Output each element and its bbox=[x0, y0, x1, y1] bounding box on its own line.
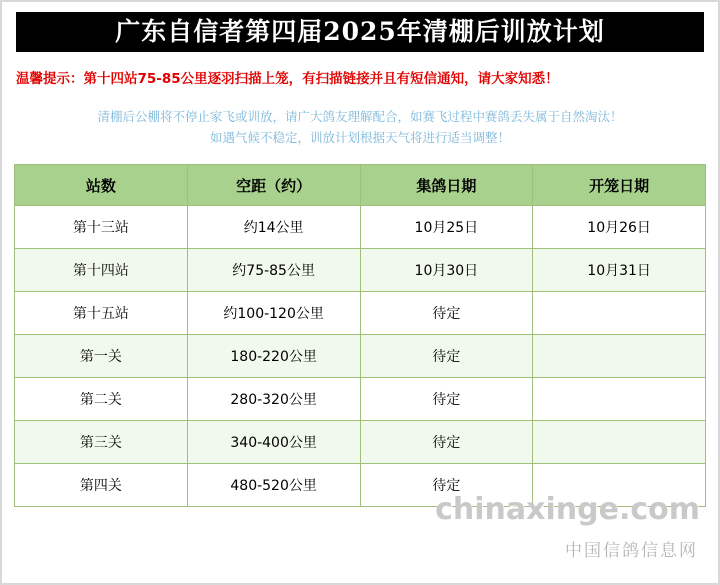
table-header bbox=[15, 165, 706, 206]
notice-text: 第十四站75-85公里逐羽扫描上笼，有扫描链接并且有短信通知，请大家知悉！ bbox=[83, 71, 559, 87]
cell-release-date: 10月31日 bbox=[533, 249, 706, 292]
column-header-release-date: 开笼日期 bbox=[533, 165, 706, 206]
cell-distance: 约100-120公里 bbox=[187, 292, 360, 335]
table-row bbox=[15, 378, 706, 421]
notice-line bbox=[16, 70, 704, 88]
cell-collect-date: 10月25日 bbox=[360, 206, 533, 249]
cell-distance: 约75-85公里 bbox=[187, 249, 360, 292]
page-title: 广东自信者第四届2025年清棚后训放计划 bbox=[16, 12, 704, 52]
cell-collect-date: 待定 bbox=[360, 421, 533, 464]
column-header-station: 站数 bbox=[15, 165, 188, 206]
watermark-site: chinaxinge.com bbox=[435, 492, 700, 527]
cell-release-date bbox=[533, 378, 706, 421]
cell-collect-date: 10月30日 bbox=[360, 249, 533, 292]
subnotice-line-1: 清棚后公棚将不停止家飞或训放，请广大鸽友理解配合，如赛飞过程中赛鸽丢失属于自然淘汰！ bbox=[97, 109, 623, 124]
column-header-collect-date: 集鸽日期 bbox=[360, 165, 533, 206]
cell-release-date: 10月26日 bbox=[533, 206, 706, 249]
cell-station: 第一关 bbox=[15, 335, 188, 378]
cell-collect-date: 待定 bbox=[360, 464, 533, 507]
cell-station: 第三关 bbox=[15, 421, 188, 464]
cell-collect-date: 待定 bbox=[360, 335, 533, 378]
watermark-site-cn: 中国信鸽信息网 bbox=[565, 541, 698, 561]
table-row bbox=[15, 335, 706, 378]
cell-release-date bbox=[533, 335, 706, 378]
cell-collect-date: 待定 bbox=[360, 378, 533, 421]
training-schedule-table bbox=[14, 164, 706, 507]
table-header-row bbox=[15, 165, 706, 206]
subnotice-block bbox=[16, 106, 704, 148]
table-row bbox=[15, 206, 706, 249]
cell-distance: 340-400公里 bbox=[187, 421, 360, 464]
cell-release-date bbox=[533, 292, 706, 335]
table-row bbox=[15, 421, 706, 464]
table-row bbox=[15, 292, 706, 335]
cell-station: 第二关 bbox=[15, 378, 188, 421]
cell-station: 第十三站 bbox=[15, 206, 188, 249]
cell-distance: 约14公里 bbox=[187, 206, 360, 249]
cell-distance: 480-520公里 bbox=[187, 464, 360, 507]
table-body bbox=[15, 206, 706, 507]
cell-collect-date: 待定 bbox=[360, 292, 533, 335]
cell-distance: 280-320公里 bbox=[187, 378, 360, 421]
column-header-distance: 空距（约） bbox=[187, 165, 360, 206]
subnotice-line-2: 如遇气候不稳定，训放计划根据天气将进行适当调整！ bbox=[209, 130, 510, 145]
cell-distance: 180-220公里 bbox=[187, 335, 360, 378]
cell-station: 第四关 bbox=[15, 464, 188, 507]
notice-lead: 温馨提示： bbox=[16, 71, 84, 87]
cell-release-date bbox=[533, 421, 706, 464]
cell-station: 第十五站 bbox=[15, 292, 188, 335]
table-row bbox=[15, 249, 706, 292]
cell-station: 第十四站 bbox=[15, 249, 188, 292]
